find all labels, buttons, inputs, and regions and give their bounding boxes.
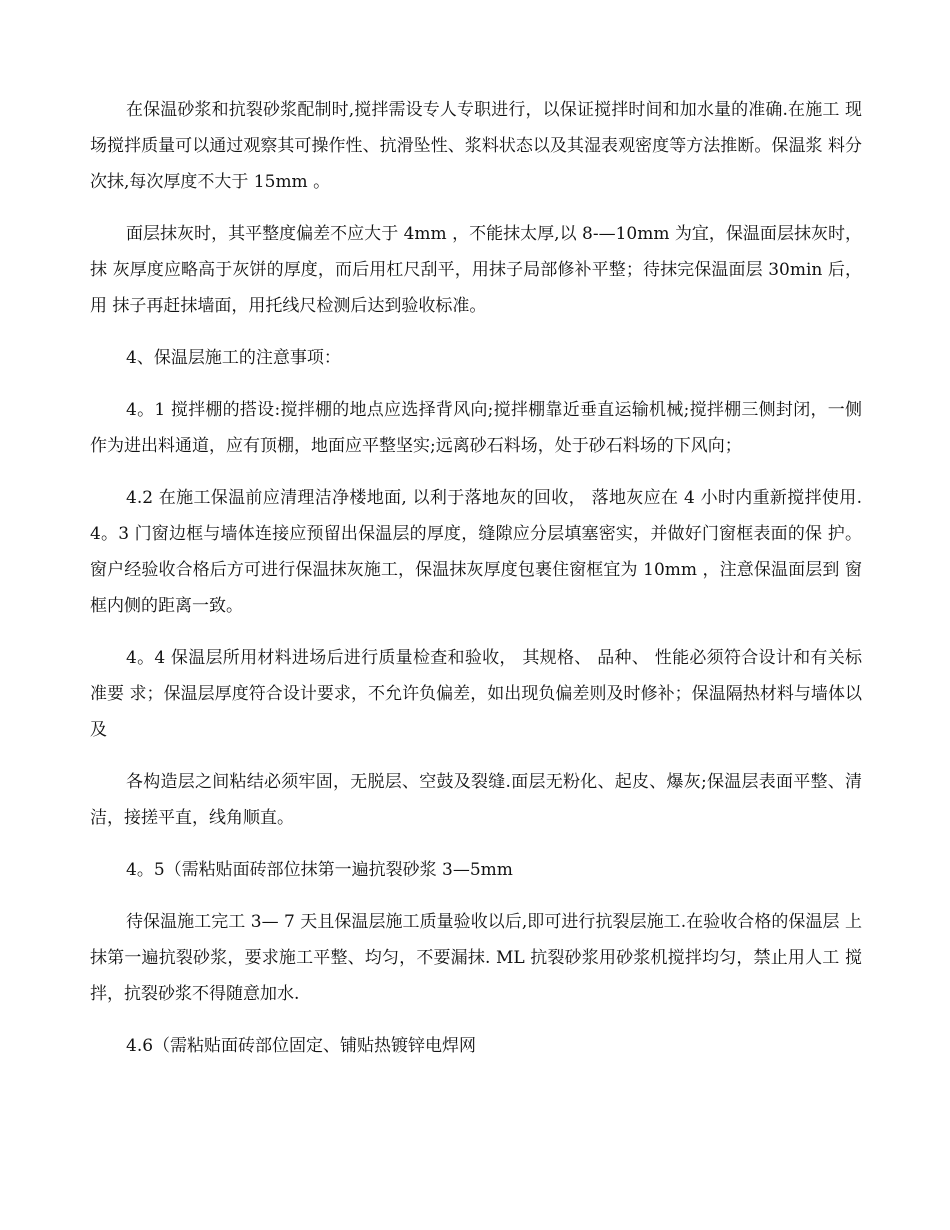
paragraph-material-inspection: 4。4 保温层所用材料进场后进行质量检查和验收， 其规格、 品种、 性能必须符合设计和有关标准要 求；保温层厚度符合设计要求，不允许负偏差，如出现负偏差则及时修补；保温隔热材料与墙体以及	[90, 648, 862, 740]
paragraph-surface-plastering: 面层抹灰时，其平整度偏差不应大于 4mm ，不能抹太厚,以 8-—10mm 为宜，保温面层抹灰时，抹 灰厚度应略高于灰饼的厚度，而后用杠尺刮平，用抹子局部修补平整；待抹完保温面层 30min 后，用 抹子再赶抹墙面，用托线尺检测后达到验收标准。	[90, 224, 862, 316]
paragraph-floor-cleaning-window-frames: 4.2 在施工保温前应清理洁净楼地面, 以利于落地灰的回收， 落地灰应在 4 小时内重新搅拌使用. 4。3 门窗边框与墙体连接应预留出保温层的厚度，缝隙应分层填塞密实，并做好门窗框表面的保 护。窗户经验收合格后方可进行保温抹灰施工，保温抹灰厚度包裹住窗框宜为 10mm ，注意保温面层到 窗框内侧的距离一致。	[90, 488, 862, 616]
section-heading-welded-mesh: 4.6（需粘贴面砖部位固定、铺贴热镀锌电焊网	[126, 1036, 477, 1056]
paragraph-mortar-mixing: 在保温砂浆和抗裂砂浆配制时,搅拌需设专人专职进行，以保证搅拌时间和加水量的准确.在施工 现场搅拌质量可以通过观察其可操作性、抗滑坠性、浆料状态以及其湿表观密度等方法推断。保温浆 料分次抹,每次厚度不大于 15mm 。	[90, 100, 862, 192]
paragraph-crack-resistant-layer: 待保温施工完工 3— 7 天且保温层施工质量验收以后,即可进行抗裂层施工.在验收合格的保温层 上抹第一遍抗裂砂浆，要求施工平整、均匀，不要漏抹. ML 抗裂砂浆用砂浆机搅拌均匀，禁止用人工 搅拌，抗裂砂浆不得随意加水.	[90, 912, 862, 1004]
document-body	[90, 92, 862, 1080]
section-heading-first-crack-resistant-layer: 4。5（需粘贴面砖部位抹第一遍抗裂砂浆 3—5mm	[126, 860, 513, 880]
paragraph-bonding-requirements: 各构造层之间粘结必须牢固，无脱层、空鼓及裂缝.面层无粉化、起皮、爆灰;保温层表面平整、清 洁，接搓平直，线角顺直。	[90, 772, 862, 828]
section-heading-precautions: 4、保温层施工的注意事项：	[126, 348, 341, 368]
paragraph-mixing-shed: 4。1 搅拌棚的搭设:搅拌棚的地点应选择背风向;搅拌棚靠近垂直运输机械;搅拌棚三侧封闭，一侧作为进出料通道，应有顶棚，地面应平整坚实;远离砂石料场，处于砂石料场的下风向；	[90, 400, 862, 456]
